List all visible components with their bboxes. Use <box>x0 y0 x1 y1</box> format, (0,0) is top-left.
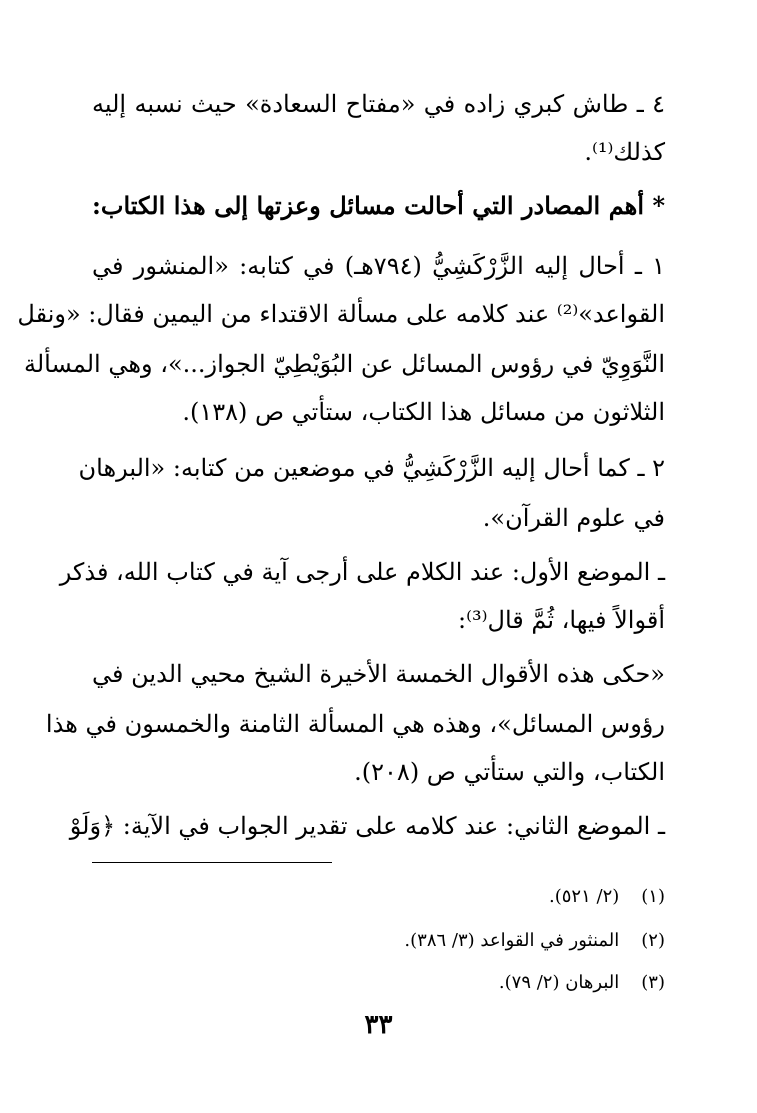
footnote-text: المنثور في القواعد (٣/ ٣٨٦). <box>404 930 620 951</box>
footnote-1 <box>92 882 665 912</box>
line-13: رؤوس المسائل»، وهذه هي المسألة الثامنة والخمسون في هذا <box>45 710 665 738</box>
line-5: القواعد»⁽²⁾ عند كلامه على مسألة الاقتداء من اليمين فقال: «ونقل <box>17 300 665 328</box>
line-14: الكتاب، والتي ستأتي ص (٢٠٨). <box>354 758 665 786</box>
footnote-3 <box>92 968 665 998</box>
line-4: ١ ـ أحال إليه الزَّرْكَشِيُّ (٧٩٤هـ) في كتابه: «المنشور في <box>92 252 665 280</box>
footnote-2 <box>92 926 665 956</box>
line-9: في علوم القرآن». <box>482 504 665 532</box>
line-12: «حكى هذه الأقوال الخمسة الأخيرة الشيخ محيي الدين في <box>92 660 665 688</box>
line-15: ـ الموضع الثاني: عند كلامه على تقدير الجواب في الآية: ﴿وَلَوْ <box>69 812 665 840</box>
line-7: الثلاثون من مسائل هذا الكتاب، ستأتي ص (١٣٨). <box>182 398 665 426</box>
page-number: ٣٣ <box>364 1010 393 1040</box>
footnote-number: (١) <box>641 886 665 907</box>
line-6: النَّوَوِيّ في رؤوس المسائل عن البُوَيْطِيّ الجواز...»، وهي المسألة <box>23 350 665 378</box>
footnote-text: (٢/ ٥٢١). <box>549 886 620 907</box>
line-1: ٤ ـ طاش كبري زاده في «مفتاح السعادة» حيث نسبه إليه <box>92 90 665 118</box>
line-8: ٢ ـ كما أحال إليه الزَّرْكَشِيُّ في موضعين من كتابه: «البرهان <box>78 454 665 482</box>
footnote-divider <box>92 862 332 863</box>
footnote-text: البرهان (٢/ ٧٩). <box>498 972 620 993</box>
section-heading: * أهم المصادر التي أحالت مسائل وعزتها إلى هذا الكتاب: <box>92 191 665 220</box>
footnote-number: (٢) <box>641 930 665 951</box>
footnote-number: (٣) <box>641 972 665 993</box>
line-2: كذلك⁽¹⁾. <box>584 138 665 166</box>
line-11: أقوالاً فيها، ثُمَّ قال⁽³⁾: <box>458 606 665 634</box>
line-10: ـ الموضع الأول: عند الكلام على أرجى آية في كتاب الله، فذكر <box>59 558 665 586</box>
